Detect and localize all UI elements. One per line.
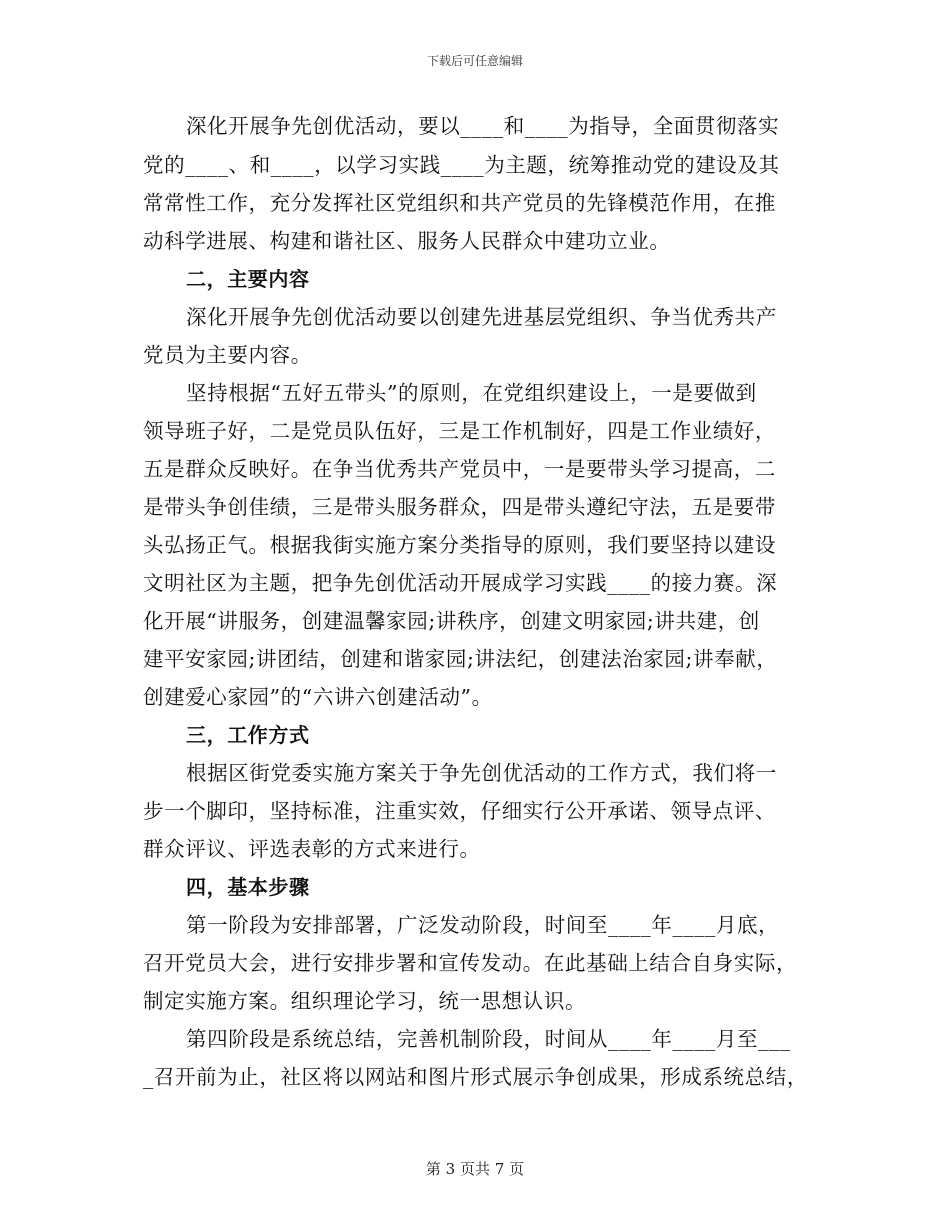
paragraph-line: 第四阶段是系统总结，完善机制阶段，时间从____年____月至___	[186, 1027, 791, 1051]
paragraph-line: 根据区街党委实施方案关于争先创优活动的工作方式，我们将一	[186, 761, 777, 785]
page-header: 下载后可任意编辑	[426, 54, 523, 68]
paragraph-line: 五是群众反映好。在争当优秀共产党员中，一是要带头学习提高，二	[143, 457, 776, 481]
paragraph-line: 召开党员大会，进行安排步署和宣传发动。在此基础上结合自身实际，	[143, 951, 798, 975]
paragraph-line: 步一个脚印，坚持标准，注重实效，仔细实行公开承诺、领导点评、	[143, 799, 776, 823]
section-heading: 二，主要内容	[186, 267, 310, 291]
paragraph-line: 创建爱心家园”的“六讲六创建活动”。	[143, 685, 493, 709]
paragraph-line: 领导班子好，二是党员队伍好，三是工作机制好，四是工作业绩好，	[143, 419, 776, 443]
paragraph-line: 化开展“讲服务，创建温馨家园;讲秩序，创建文明家园;讲共建，创	[143, 609, 760, 633]
paragraph-line: 头弘扬正气。根据我街实施方案分类指导的原则，我们要坚持以建设	[143, 533, 776, 557]
paragraph-line: 制定实施方案。组织理论学习，统一思想认识。	[143, 989, 587, 1013]
paragraph-line: 坚持根据“五好五带头”的原则，在党组织建设上，一是要做到	[186, 381, 757, 405]
section-heading: 四，基本步骤	[186, 875, 310, 899]
paragraph-line: 党的____、和____，以学习实践____为主题，统筹推动党的建设及其	[143, 153, 780, 177]
paragraph-line: _召开前为止，社区将以网站和图片形式展示争创成果，形成系统总结，	[143, 1065, 808, 1089]
paragraph-line: 深化开展争先创优活动，要以____和____为指导，全面贯彻落实	[186, 114, 780, 138]
paragraph-line: 文明社区为主题，把争先创优活动开展成学习实践____的接力赛。深	[143, 571, 778, 595]
section-heading: 三，工作方式	[186, 723, 310, 747]
paragraph-line: 是带头争创佳绩，三是带头服务群众，四是带头遵纪守法，五是要带	[143, 495, 776, 519]
paragraph-line: 动科学进展、构建和谐社区、服务人民群众中建功立业。	[143, 229, 671, 253]
paragraph-line: 常常性工作，充分发挥社区党组织和共产党员的先锋模范作用，在推	[143, 191, 776, 215]
paragraph-line: 党员为主要内容。	[143, 343, 312, 367]
page-footer: 第 3 页共 7 页	[425, 1160, 525, 1178]
paragraph-line: 第一阶段为安排部署，广泛发动阶段，时间至____年____月底，	[186, 913, 780, 937]
paragraph-line: 深化开展争先创优活动要以创建先进基层党组织、争当优秀共产	[186, 305, 777, 329]
paragraph-line: 建平安家园;讲团结，创建和谐家园;讲法纪，创建法治家园;讲奉献，	[143, 647, 778, 671]
paragraph-line: 群众评议、评选表彰的方式来进行。	[143, 837, 481, 861]
